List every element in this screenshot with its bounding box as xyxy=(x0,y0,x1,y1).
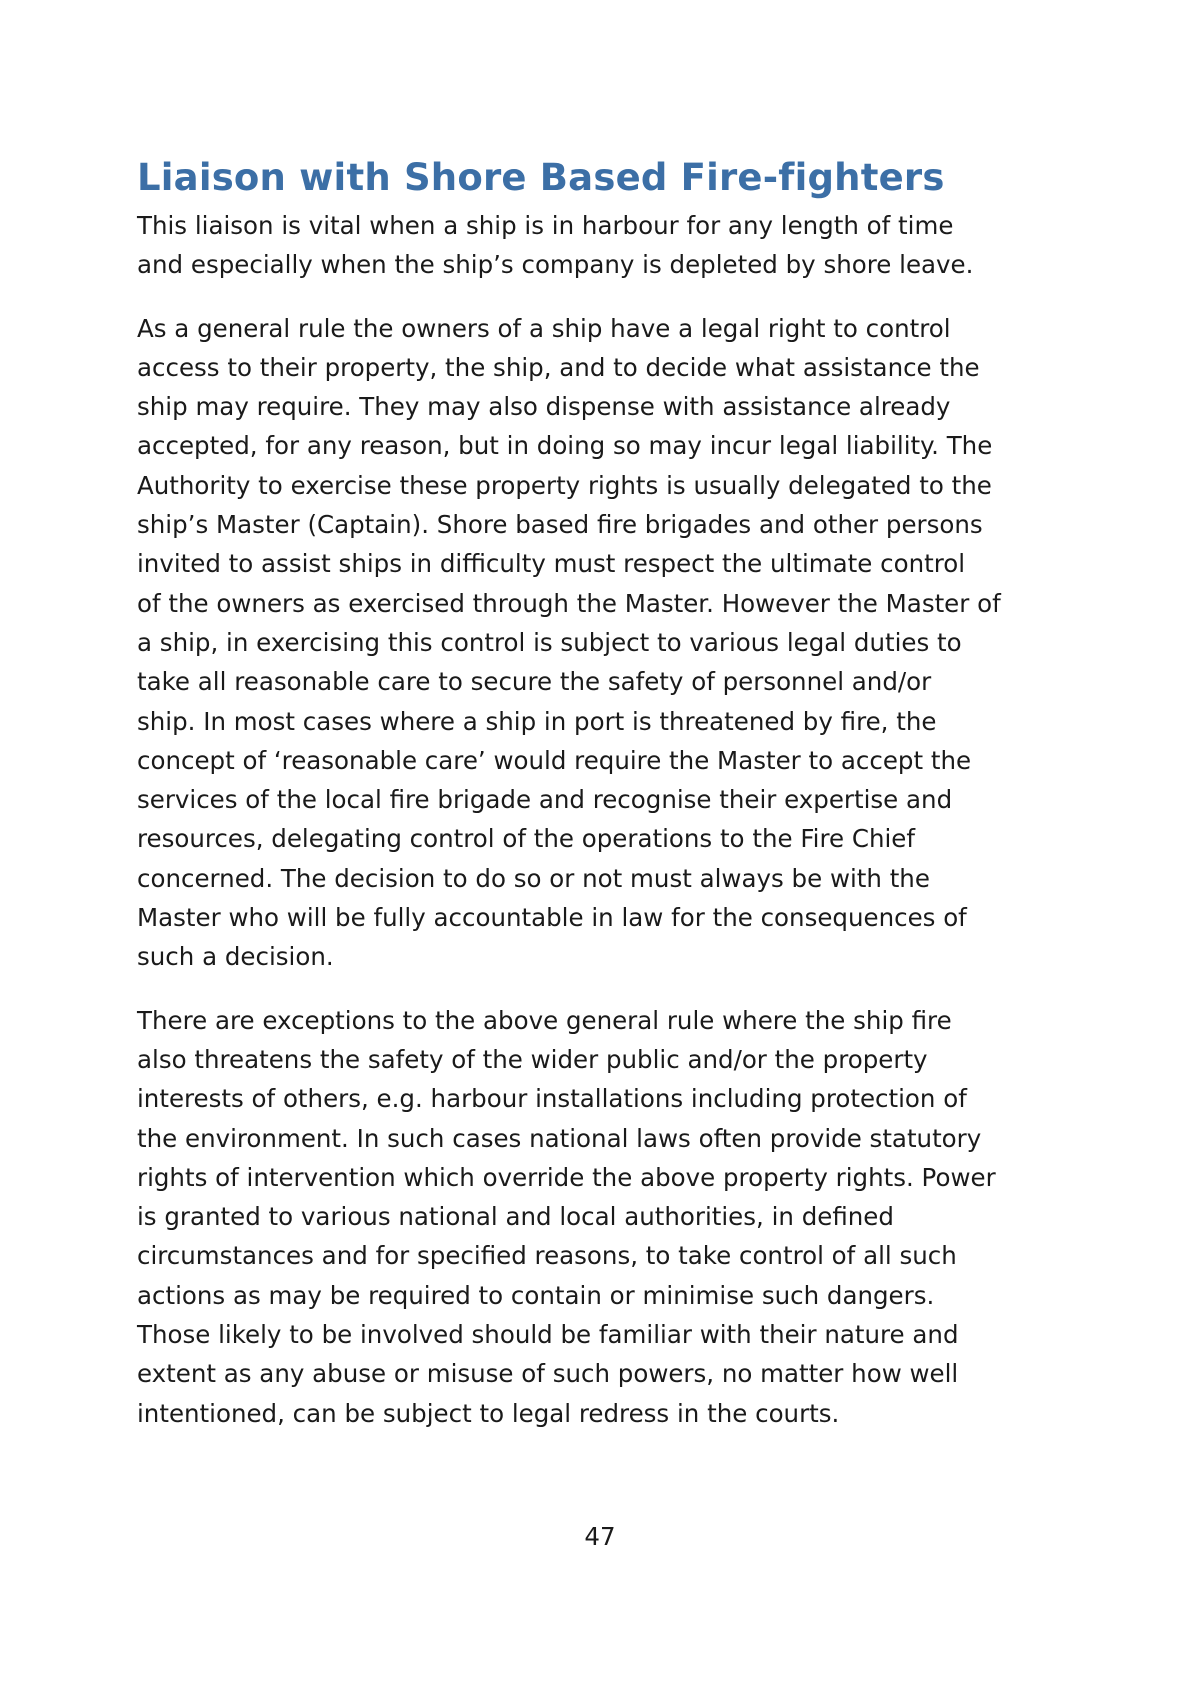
paragraph-general-rule xyxy=(137,309,1077,977)
text-line: ship. In most cases where a ship in port is threatened by fire, the xyxy=(137,706,937,736)
page-title: Liaison with Shore Based Fire-fighters xyxy=(137,156,945,199)
text-line: concerned. The decision to do so or not must always be with the xyxy=(137,863,930,893)
text-line: also threatens the safety of the wider public and/or the property xyxy=(137,1044,928,1074)
text-line: rights of intervention which override the above property rights. Power xyxy=(137,1162,996,1192)
text-line: take all reasonable care to secure the safety of personnel and/or xyxy=(137,667,932,697)
text-line: ship may require. They may also dispense with assistance already xyxy=(137,392,951,422)
text-line: is granted to various national and local authorities, in defined xyxy=(137,1202,894,1232)
text-line: actions as may be required to contain or minimise such dangers. xyxy=(137,1280,935,1310)
page-number: 47 xyxy=(584,1522,616,1551)
page-content xyxy=(137,150,1077,1433)
text-line: concept of ‘reasonable care’ would require the Master to accept the xyxy=(137,745,972,775)
text-line: resources, delegating control of the operations to the Fire Chief xyxy=(137,824,915,854)
text-line: services of the local fire brigade and recognise their expertise and xyxy=(137,785,953,815)
text-line: access to their property, the ship, and to decide what assistance the xyxy=(137,352,980,382)
text-line: circumstances and for specified reasons, to take control of all such xyxy=(137,1241,957,1271)
text-line: and especially when the ship’s company is depleted by shore leave. xyxy=(137,250,974,280)
text-line: accepted, for any reason, but in doing so may incur legal liability. The xyxy=(137,431,993,461)
text-line: a ship, in exercising this control is subject to various legal duties to xyxy=(137,627,962,657)
text-line: Authority to exercise these property rights is usually delegated to the xyxy=(137,470,992,500)
text-line: interests of others, e.g. harbour installations including protection of xyxy=(137,1084,967,1114)
text-line: Master who will be fully accountable in law for the consequences of xyxy=(137,903,967,933)
text-line: Those likely to be involved should be familiar with their nature and xyxy=(137,1320,959,1350)
text-line: of the owners as exercised through the Master. However the Master of xyxy=(137,588,1001,618)
text-line: As a general rule the owners of a ship have a legal right to control xyxy=(137,313,951,343)
text-line: There are exceptions to the above general rule where the ship fire xyxy=(137,1005,952,1035)
text-line: intentioned, can be subject to legal redress in the courts. xyxy=(137,1398,840,1428)
text-line: the environment. In such cases national laws often provide statutory xyxy=(137,1123,982,1153)
text-line: extent as any abuse or misuse of such powers, no matter how well xyxy=(137,1359,959,1389)
text-line: ship’s Master (Captain). Shore based fire brigades and other persons xyxy=(137,510,983,540)
paragraph-exceptions xyxy=(137,1001,1077,1433)
paragraph-intro xyxy=(137,206,1077,285)
text-line: This liaison is vital when a ship is in harbour for any length of time xyxy=(137,211,954,240)
text-line: such a decision. xyxy=(137,942,334,972)
text-line: invited to assist ships in difficulty must respect the ultimate control xyxy=(137,549,966,579)
